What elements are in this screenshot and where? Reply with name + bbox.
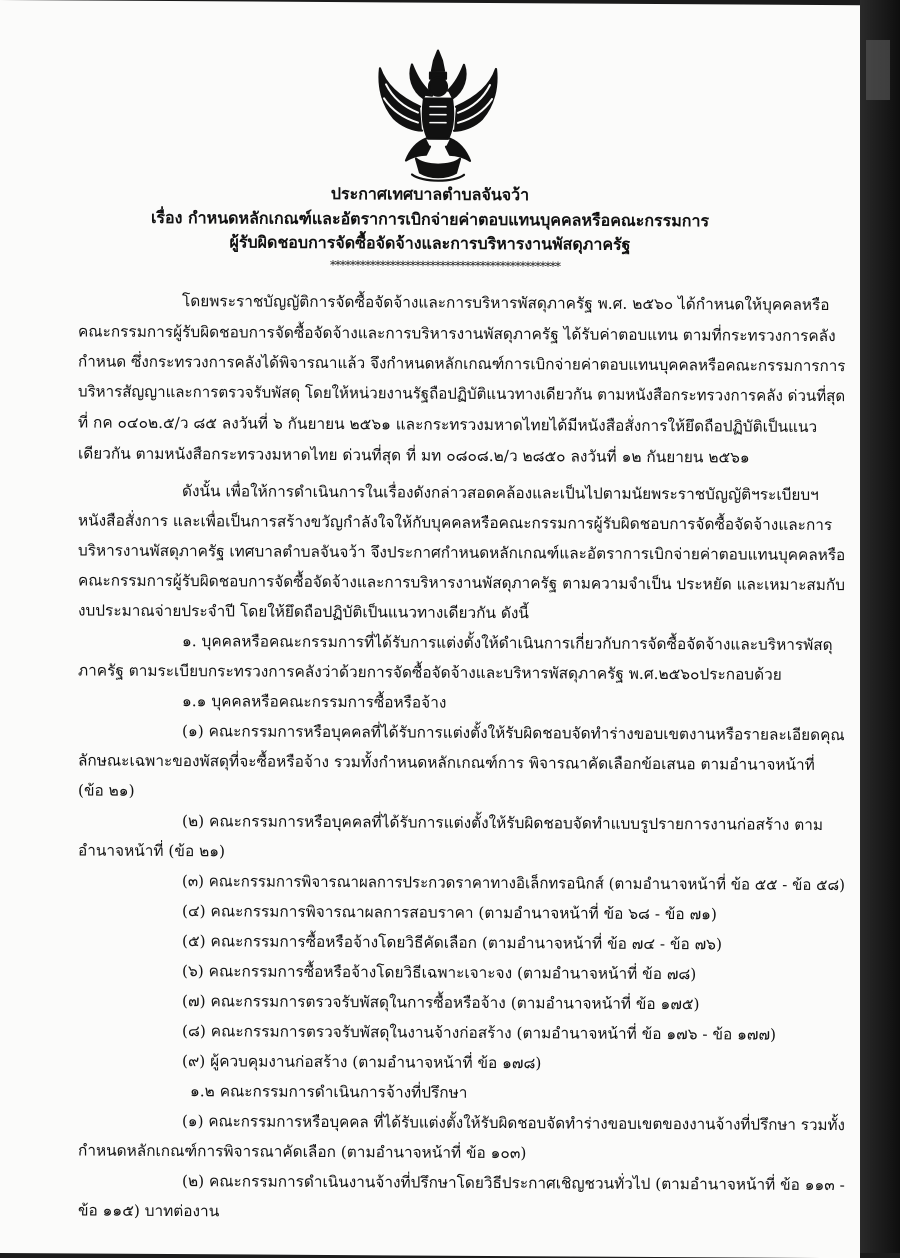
subject-line-1: เรื่อง กำหนดหลักเกณฑ์และอัตราการเบิกจ่ายค่าตอบแทนบุคคลหรือคณะกรรมการ xyxy=(150,207,710,231)
body-line: ที่ กค ๐๔๐๒.๕/ว ๘๕ ลงวันที่ ๖ กันยายน ๒๕๖๑ และกระทรวงมหาดไทยได้มีหนังสือสั่งการให้ยึดถือปฏิบัติเป็นแนว xyxy=(78,413,818,436)
list-item: (๕) คณะกรรมการซื้อหรือจ้างโดยวิธีคัดเลือก (ตามอำนาจหน้าที่ ข้อ ๗๔ - ข้อ ๗๖) xyxy=(182,932,722,954)
body-line: งบประมาณจ่ายประจำปี โดยให้ยึดถือปฏิบัติเป็นแนวทางเดียวกัน ดังนี้ xyxy=(78,601,529,623)
body-line: คณะกรรมการผู้รับผิดชอบการจัดซื้อจัดจ้างและการบริหารงานพัสดุภาครัฐ ได้รับค่าตอบแทน ตามที่กระทรวงการคลัง xyxy=(78,322,836,346)
list-item: (๔) คณะกรรมการพิจารณาผลการสอบราคา (ตามอำนาจหน้าที่ ข้อ ๖๘ - ข้อ ๗๑) xyxy=(182,902,717,924)
body-line: เดียวกัน ตามหนังสือกระทรวงมหาดไทย ด่วนที่สุด ที่ มท ๐๘๐๘.๒/ว ๒๘๕๐ ลงวันที่ ๑๒ กันยายน ๒๕๖๑ xyxy=(78,444,750,467)
body-line: ข้อ ๑๑๕) บาทต่องาน xyxy=(78,1201,220,1221)
issuer-title: ประกาศเทศบาลตำบลจันจว้า xyxy=(330,184,530,205)
body-line: (ข้อ ๒๑) xyxy=(78,781,135,800)
body-line: ดังนั้น เพื่อให้การดำเนินการในเรื่องดังกล่าวสอดคล้องและเป็นไปตามนัยพระราชบัญญัติฯระเบียบฯ xyxy=(182,482,819,505)
body-line: บริหารงานพัสดุภาครัฐ เทศบาลตำบลจันจว้า จึงประกาศกำหนดหลักเกณฑ์และอัตราการเบิกจ่ายค่าตอบแทนบุคคลหรือ xyxy=(78,541,846,565)
clause-1: ๑. บุคคลหรือคณะกรรมการที่ได้รับการแต่งตั้งให้ดำเนินการเกี่ยวกับการจัดซื้อจัดจ้างและบริหารพัสดุ xyxy=(182,632,833,655)
body-line: กำหนด ซึ่งกระทรวงการคลังได้พิจารณาแล้ว จึงกำหนดหลักเกณฑ์การเบิกจ่ายค่าตอบแทนบุคคลหรือคณะกรรมการการ xyxy=(78,352,846,376)
body-line: กำหนดหลักเกณฑ์การพิจารณาคัดเลือก (ตามอำนาจหน้าที่ ข้อ ๑๐๓) xyxy=(78,1141,527,1163)
body-line: บริหารสัญญาและการตรวจรับพัสดุ โดยให้หน่วยงานรัฐถือปฏิบัติแนวทางเดียวกัน ตามหนังสือกระทรวงการคลัง ด่วนที่สุด xyxy=(78,382,846,406)
list-item: (๑) คณะกรรมการหรือบุคคล ที่ได้รับแต่งตั้งให้รับผิดชอบจัดทำร่างขอบเขตของงานจ้างที่ปรึกษา รวมทั้ง xyxy=(182,1112,845,1135)
subject-line-2: ผู้รับผิดชอบการจัดซื้อจัดจ้างและการบริหารงานพัสดุภาครัฐ xyxy=(229,232,631,254)
background-edge xyxy=(860,0,900,1253)
list-item: (๒) คณะกรรมการดำเนินงานจ้างที่ปรึกษาโดยวิธีประกาศเชิญชวนทั่วไป (ตามอำนาจหน้าที่ ข้อ ๑๑๓ - xyxy=(182,1172,845,1195)
garuda-emblem-icon xyxy=(372,46,504,183)
body-line: หนังสือสั่งการ และเพื่อเป็นการสร้างขวัญกำลังใจให้กับบุคคลหรือคณะกรรมการผู้รับผิดชอบการจัดซื้อจัดจ้างและการ xyxy=(78,511,833,535)
body-line: ภาครัฐ ตามระเบียบกระทรวงการคลังว่าด้วยการจัดซื้อจัดจ้างและบริหารพัสดุภาครัฐ พ.ศ.๒๕๖๐ประกอบด้วย xyxy=(78,661,782,684)
list-item: (๗) คณะกรรมการตรวจรับพัสดุในการซื้อหรือจ้าง (ตามอำนาจหน้าที่ ข้อ ๑๗๕) xyxy=(182,992,700,1014)
list-item: (๖) คณะกรรมการซื้อหรือจ้างโดยวิธีเฉพาะเจาะจง (ตามอำนาจหน้าที่ ข้อ ๗๘) xyxy=(182,962,697,984)
body-line: อำนาจหน้าที่ (ข้อ ๒๑) xyxy=(78,841,225,861)
body-line: คณะกรรมการผู้รับผิดชอบการจัดซื้อจัดจ้างและการบริหารงานพัสดุภาครัฐ ตามความจำเป็น ประหยัด และเหมาะสมกับ xyxy=(78,571,845,595)
list-item: (๓) คณะกรรมการพิจารณาผลการประกวดราคาทางอิเล็กทรอนิกส์ (ตามอำนาจหน้าที่ ข้อ ๕๕ - ข้อ ๕๘) xyxy=(182,872,845,895)
list-item: (๙) ผู้ควบคุมงานก่อสร้าง (ตามอำนาจหน้าที่ ข้อ ๑๗๘) xyxy=(182,1052,542,1073)
header-separator: ********************************************** xyxy=(330,258,560,274)
list-item: (๘) คณะกรรมการตรวจรับพัสดุในงานจ้างก่อสร้าง (ตามอำนาจหน้าที่ ข้อ ๑๗๖ - ข้อ ๑๗๗) xyxy=(182,1022,777,1044)
list-item: (๒) คณะกรรมการหรือบุคคลที่ได้รับการแต่งตั้งให้รับผิดชอบจัดทำแบบรูปรายการงานก่อสร้าง ตาม xyxy=(182,812,823,835)
body-line: ลักษณะเฉพาะของพัสดุที่จะซื้อหรือจ้าง รวมทั้งกำหนดหลักเกณฑ์การ พิจารณาคัดเลือกข้อเสนอ ตามอำนาจหน้าที่ xyxy=(78,751,815,774)
body-line: โดยพระราชบัญญัติการจัดซื้อจัดจ้างและการบริหารพัสดุภาครัฐ พ.ศ. ๒๕๖๐ ได้กำหนดให้บุคคลหรือ xyxy=(182,292,830,315)
list-item: (๑) คณะกรรมการหรือบุคคลที่ได้รับการแต่งตั้งให้รับผิดชอบจัดทำร่างขอบเขตงานหรือรายละเอียดคุณ xyxy=(182,722,845,745)
clause-1-2: ๑.๒ คณะกรรมการดำเนินการจ้างที่ปรึกษา xyxy=(190,1082,468,1102)
clause-1-1: ๑.๑ บุคคลหรือคณะกรรมการซื้อหรือจ้าง xyxy=(182,692,447,712)
